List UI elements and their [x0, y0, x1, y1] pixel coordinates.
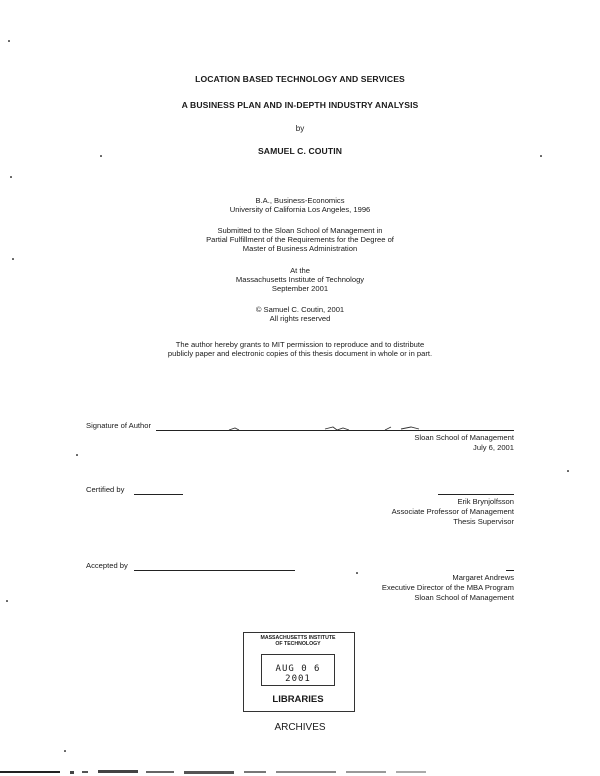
- stamp-institute-line-1: MASSACHUSETTS INSTITUTE: [260, 635, 336, 641]
- stamp-libraries: LIBRARIES: [272, 694, 324, 705]
- stamp-institute: [243, 635, 353, 647]
- by-label: by: [295, 124, 305, 133]
- scan-speck: [64, 750, 66, 752]
- accepted-line: [134, 570, 295, 571]
- degree-line-1: B.A., Business-Economics: [255, 196, 345, 205]
- certifier-signature-line: [438, 494, 514, 495]
- author-name: SAMUEL C. COUTIN: [257, 146, 343, 156]
- permission-line-2: publicly paper and electronic copies of this thesis document in whole or in part.: [167, 349, 433, 358]
- copyright-line-2: All rights reserved: [269, 314, 331, 323]
- scan-bottom-noise: [0, 769, 600, 776]
- scan-speck: [100, 155, 102, 157]
- submitted-line-1: Submitted to the Sloan School of Management in: [217, 226, 383, 235]
- acceptor-signature-line: [506, 570, 514, 571]
- scan-speck: [567, 470, 569, 472]
- signature-label: Signature of Author: [86, 421, 152, 430]
- signature-date: July 6, 2001: [473, 443, 514, 452]
- acceptor-title: Executive Director of the MBA Program: [381, 583, 514, 592]
- stamp-date-box: [261, 654, 335, 686]
- certified-line: [134, 494, 183, 495]
- stamp-institute-line-2: OF TECHNOLOGY: [275, 641, 321, 647]
- thesis-subtitle: A BUSINESS PLAN AND IN-DEPTH INDUSTRY ANALYSIS: [181, 100, 419, 110]
- submitted-line-3: Master of Business Administration: [242, 244, 358, 253]
- permission-line-1: The author hereby grants to MIT permission to reproduce and to distribute: [175, 340, 425, 349]
- signature-dept: Sloan School of Management: [414, 433, 514, 442]
- scan-speck: [12, 258, 14, 260]
- certifier-name: Erik Brynjolfsson: [457, 497, 514, 506]
- scan-speck: [540, 155, 542, 157]
- scan-speck: [10, 176, 12, 178]
- copyright-line-1: © Samuel C. Coutin, 2001: [255, 305, 345, 314]
- degree-line-2: University of California Los Angeles, 1996: [229, 205, 371, 214]
- thesis-title: LOCATION BASED TECHNOLOGY AND SERVICES: [195, 74, 405, 84]
- certified-label: Certified by: [86, 485, 125, 494]
- scan-speck: [8, 40, 10, 42]
- scan-speck: [6, 600, 8, 602]
- acceptor-dept: Sloan School of Management: [414, 593, 514, 602]
- library-stamp: [243, 632, 355, 712]
- certifier-title: Associate Professor of Management: [391, 507, 514, 516]
- at-line-3: September 2001: [271, 284, 329, 293]
- at-line-1: At the: [290, 266, 310, 275]
- archives-label: ARCHIVES: [274, 722, 326, 733]
- certifier-role: Thesis Supervisor: [453, 517, 514, 526]
- at-line-2: Massachusetts Institute of Technology: [235, 275, 365, 284]
- stamp-date: AUG 0 6 2001: [275, 664, 321, 684]
- scan-speck: [76, 454, 78, 456]
- acceptor-name: Margaret Andrews: [452, 573, 514, 582]
- submitted-line-2: Partial Fulfillment of the Requirements for the Degree of: [206, 235, 394, 244]
- accepted-label: Accepted by: [86, 561, 128, 570]
